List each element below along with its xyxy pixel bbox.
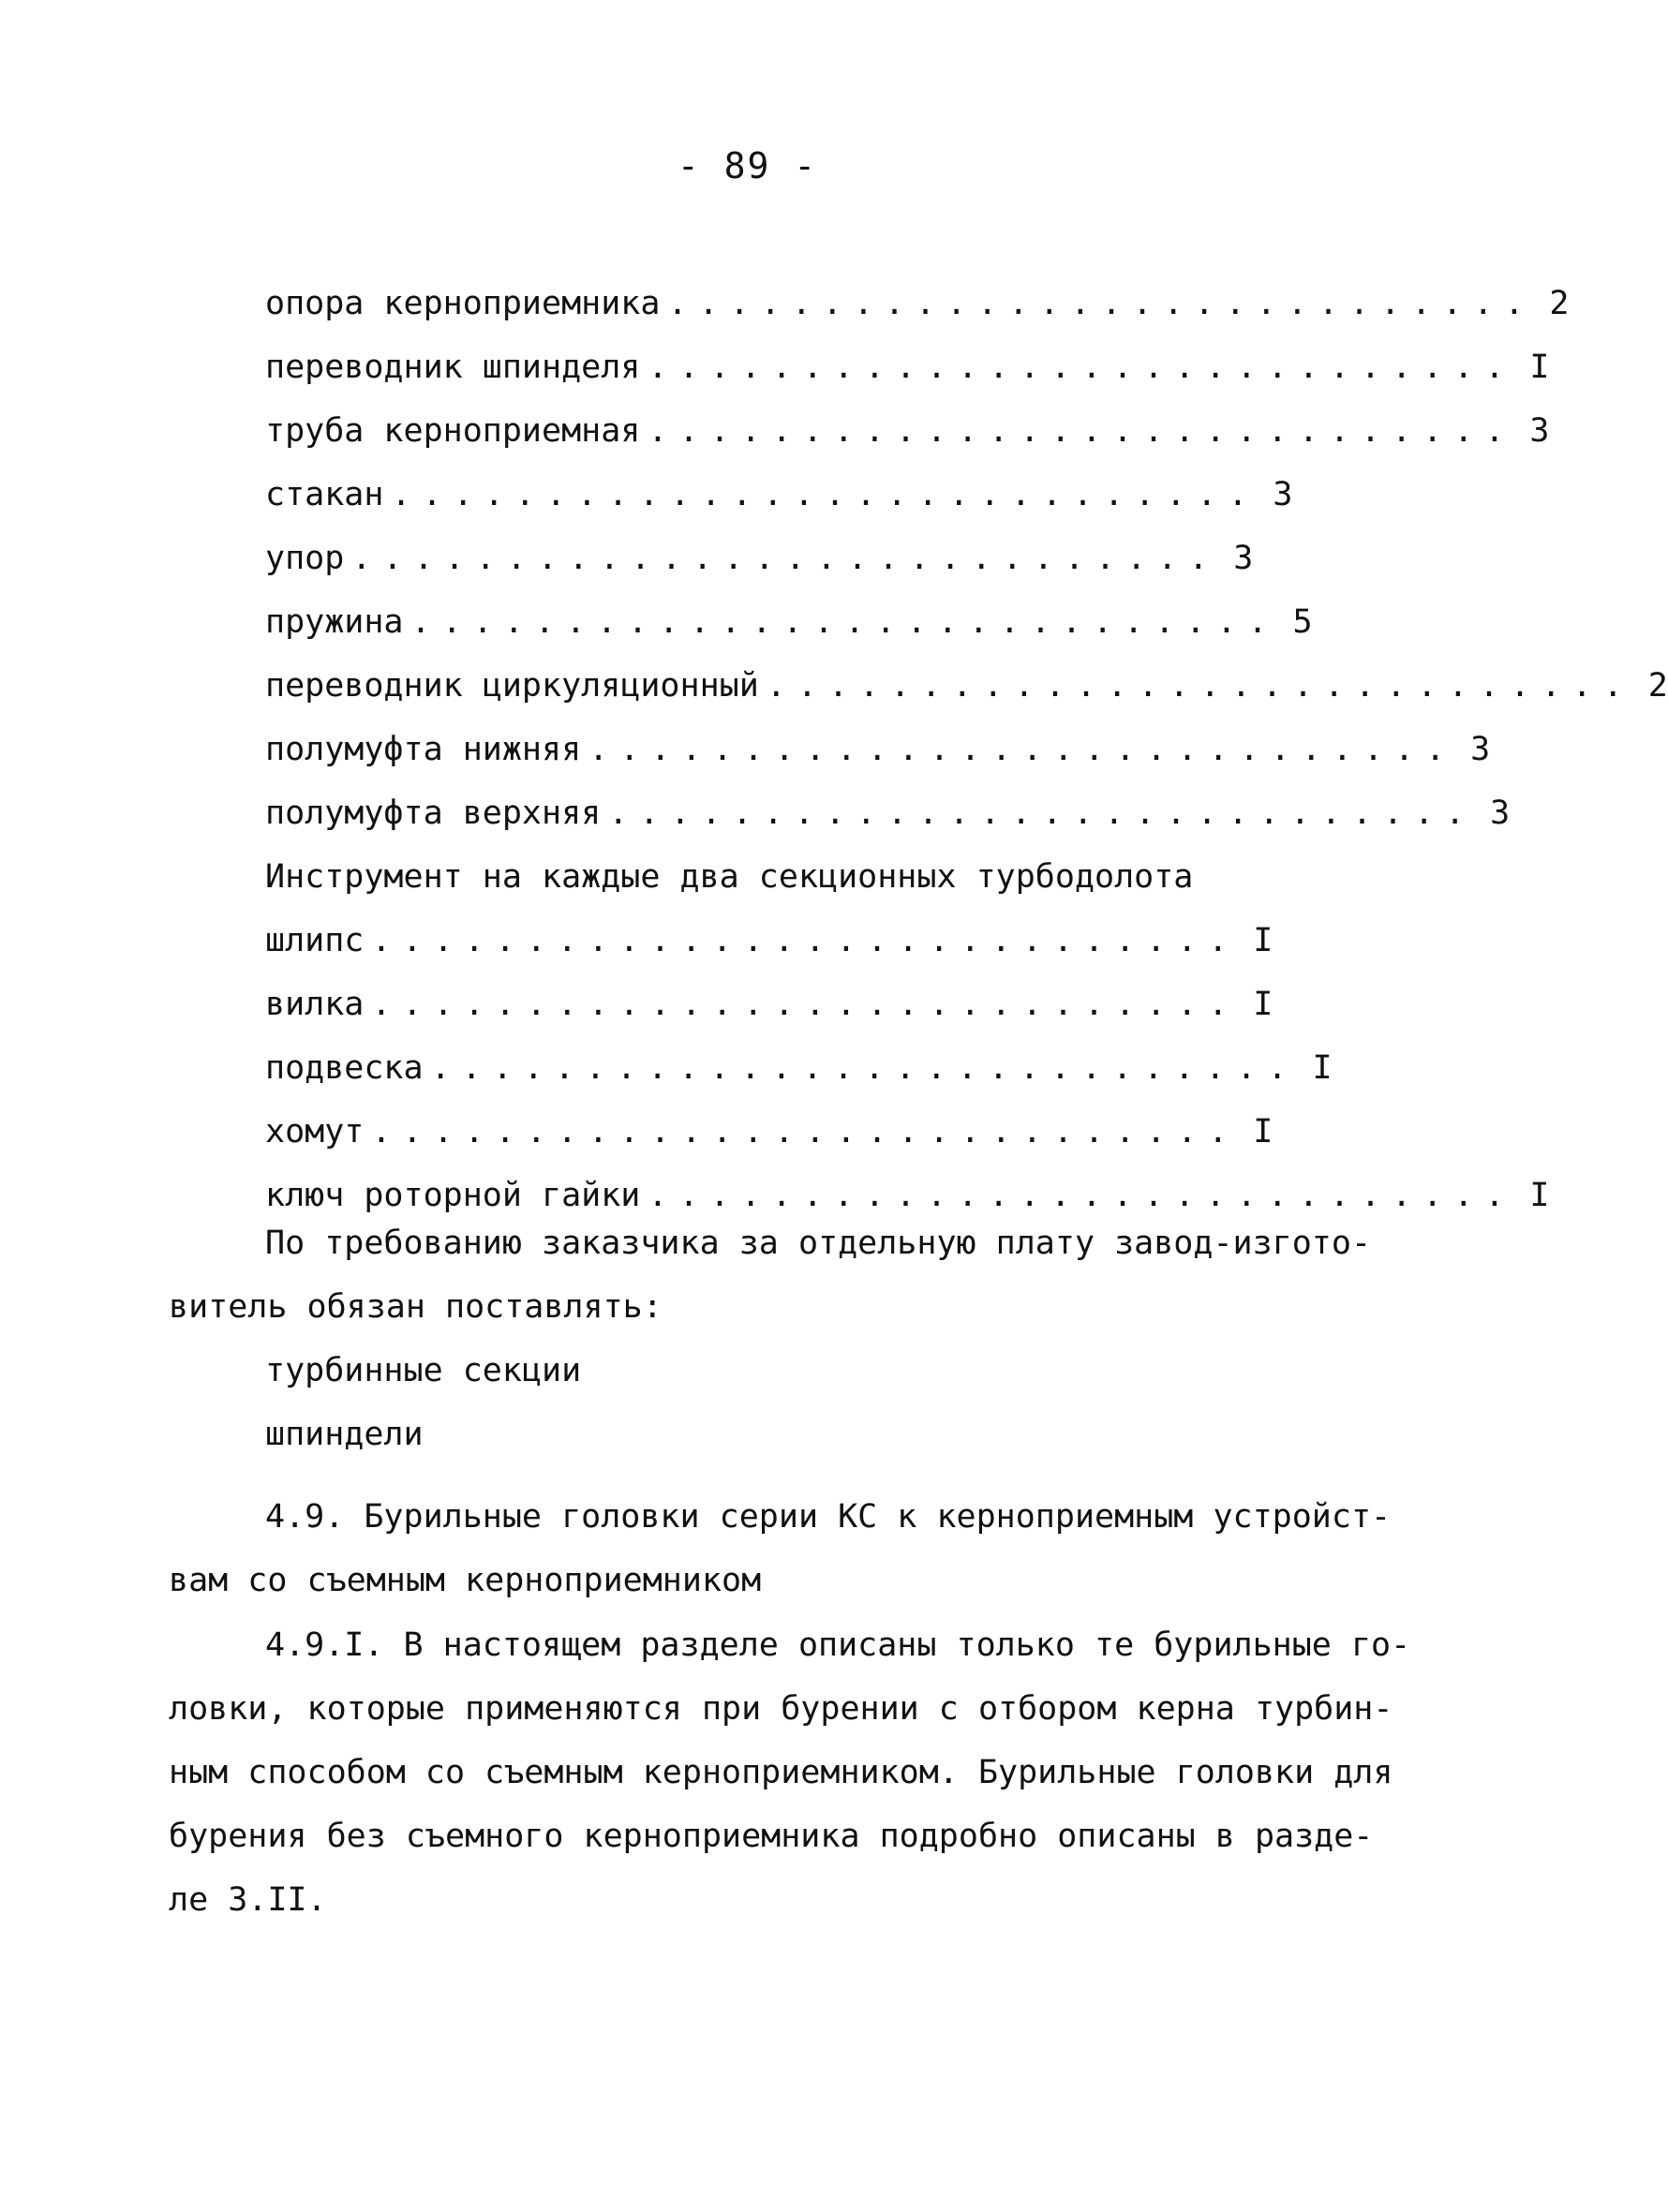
item-qty: 2 <box>1647 667 1668 705</box>
paragraph-line: бурения без съемного керноприемника подробно описаны в разде- <box>169 1818 1374 1855</box>
customer-request-paragraph <box>169 1211 1372 1466</box>
item-name: стакан <box>265 476 384 513</box>
parts-list <box>265 272 1668 1227</box>
dot-leader: ............................ <box>588 731 1457 768</box>
dot-leader: ............................ <box>648 349 1516 386</box>
item-name: полумуфта нижняя <box>265 731 582 768</box>
list-item <box>265 463 1293 527</box>
item-name: упор <box>265 540 345 577</box>
item-name: опора керноприемника <box>265 285 661 322</box>
section-heading-4-9 <box>169 1485 1392 1612</box>
item-name: пружина <box>265 603 404 641</box>
dot-leader: ............................ <box>648 412 1516 450</box>
dot-leader: ............................ <box>430 1049 1299 1087</box>
item-qty: I <box>1253 986 1273 1023</box>
tools-heading: Инструмент на каждые два секционных турбодолота <box>265 858 1194 896</box>
list-item: турбинные секции <box>265 1352 582 1389</box>
list-item <box>265 972 1273 1036</box>
dot-leader: ............................ <box>351 540 1220 577</box>
paragraph-line: 4.9.I. В настоящем разделе описаны только те бурильные го- <box>265 1626 1411 1664</box>
item-name: переводник циркуляционный <box>265 667 759 705</box>
item-name: полумуфта верхняя <box>265 794 602 832</box>
paragraph-line: 4.9. Бурильные головки серии КС к керноприемным устройст- <box>265 1498 1392 1536</box>
item-qty: I <box>1253 922 1273 959</box>
item-name: шлипс <box>265 922 365 959</box>
list-item: шпиндели <box>265 1416 424 1453</box>
paragraph-line: ловки, которые применяются при бурении с отбором керна турбин- <box>169 1690 1393 1728</box>
dot-leader: ............................ <box>410 603 1279 641</box>
list-item <box>265 527 1254 590</box>
item-qty: I <box>1312 1049 1333 1087</box>
dot-leader: ............................ <box>371 1113 1240 1151</box>
item-name: хомут <box>265 1113 365 1151</box>
dot-leader: ............................ <box>608 794 1477 832</box>
item-name: переводник шпинделя <box>265 349 641 386</box>
item-name: вилка <box>265 986 365 1023</box>
paragraph-line: ле 3.II. <box>169 1881 327 1919</box>
list-item <box>265 1100 1273 1164</box>
paragraph-line: вам со съемным керноприемником <box>169 1562 762 1599</box>
paragraph-line: ным способом со съемным керноприемником. Бурильные головки для <box>169 1754 1393 1791</box>
list-item <box>265 654 1668 718</box>
item-qty: I <box>1529 349 1550 386</box>
item-name: подвеска <box>265 1049 424 1087</box>
paragraph-line: витель обязан поставлять: <box>169 1288 663 1326</box>
item-qty: 3 <box>1490 794 1511 832</box>
list-item <box>265 718 1491 781</box>
list-item <box>265 335 1550 399</box>
item-qty: 2 <box>1549 285 1570 322</box>
item-qty: 3 <box>1470 731 1491 768</box>
page-number: - 89 - <box>677 145 818 186</box>
list-item <box>265 781 1511 845</box>
section-paragraph-4-9-1 <box>169 1613 1411 1932</box>
dot-leader: ............................ <box>648 1177 1516 1214</box>
item-name: ключ роторной гайки <box>265 1177 641 1214</box>
item-qty: 3 <box>1233 540 1254 577</box>
dot-leader: ............................ <box>391 476 1259 513</box>
item-qty: 3 <box>1273 476 1293 513</box>
paragraph-line: По требованию заказчика за отдельную плату завод-изгото- <box>265 1225 1372 1262</box>
item-qty: 3 <box>1529 412 1550 450</box>
item-name: труба керноприемная <box>265 412 641 450</box>
list-item <box>265 1036 1333 1100</box>
dot-leader: ............................ <box>667 285 1536 322</box>
list-item <box>265 909 1273 972</box>
list-item <box>265 272 1570 335</box>
item-qty: I <box>1253 1113 1273 1151</box>
item-qty: I <box>1529 1177 1550 1214</box>
dot-leader: ............................ <box>371 922 1240 959</box>
dot-leader: ............................ <box>371 986 1240 1023</box>
list-item <box>265 590 1313 654</box>
list-item <box>265 399 1550 463</box>
item-qty: 5 <box>1292 603 1313 641</box>
dot-leader: ............................ <box>766 667 1634 705</box>
